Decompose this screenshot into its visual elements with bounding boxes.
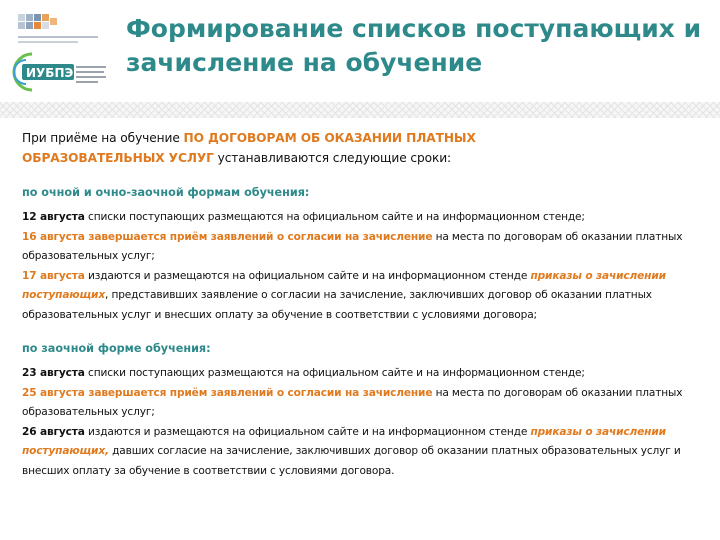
extramural-item-2 [22, 384, 704, 423]
extramural-item-3 [22, 423, 704, 482]
item-text: , представивших заявление о согласии на зачисление, заключивших договор об оказании платных образовательных услуг и внесших оплату за обучение в соответствии с условиями договора; [22, 289, 652, 321]
item-text: на места по договорам об оказании платных образовательных услуг; [22, 230, 683, 262]
section-heading-extramural: по заочной форме обучения: [22, 342, 211, 355]
fulltime-item-2 [22, 228, 704, 267]
item-text: на места по договорам об оказании платных образовательных услуг; [22, 386, 683, 418]
item-text: списки поступающих размещаются на официальном сайте и на информационном стенде; [84, 211, 585, 223]
fulltime-item-3 [22, 267, 704, 326]
deadline-highlight: 25 августа завершается приём заявлений о согласии на зачисление [22, 386, 433, 399]
date-label: 12 августа [22, 211, 85, 223]
intro-highlight-1: ПО ДОГОВОРАМ ОБ ОКАЗАНИИ ПЛАТНЫХ [183, 131, 476, 145]
slide-header [0, 0, 720, 102]
svg-text:ИУБПЭ: ИУБПЭ [26, 66, 74, 80]
extramural-item-1 [22, 364, 704, 384]
deadline-highlight: 16 августа завершается приём заявлений о согласии на зачисление [22, 230, 433, 243]
university-logo-icon [16, 12, 106, 48]
item-text: списки поступающих размещаются на официальном сайте и на информационном стенде; [84, 367, 585, 379]
intro-text-start: При приёме на обучение [22, 131, 184, 145]
item-text: издаются и размещаются на официальном сайте и на информационном стенде [84, 269, 531, 282]
header-divider-pattern [0, 102, 720, 118]
date-label: 17 августа [22, 269, 85, 282]
order-highlight: приказы о зачислении поступающих [22, 269, 666, 301]
intro-text-end: устанавливаются следующие сроки: [213, 151, 452, 165]
intro-highlight-2: ОБРАЗОВАТЕЛЬНЫХ УСЛУГ [22, 151, 214, 165]
date-label: 26 августа [22, 425, 85, 438]
page-title [126, 12, 706, 80]
date-label: 23 августа [22, 367, 85, 379]
item-text: издаются и размещаются на официальном сайте и на информационном стенде [84, 425, 531, 438]
title-line-2: зачисление на обучение [126, 48, 483, 77]
title-line-1: Формирование списков поступающих и [126, 14, 702, 43]
order-highlight: приказы о зачислении поступающих, [22, 425, 666, 457]
section-heading-fulltime: по очной и очно-заочной формам обучения: [22, 186, 310, 199]
iubpe-logo-icon [10, 50, 110, 94]
intro-paragraph [22, 128, 704, 168]
slide-content [22, 128, 704, 481]
item-text: давших согласие на зачисление, заключивших договор об оказании платных образовательных услуг и внесших оплату за обучение в соответствии с условиями договора. [22, 445, 681, 477]
fulltime-item-1 [22, 208, 704, 228]
